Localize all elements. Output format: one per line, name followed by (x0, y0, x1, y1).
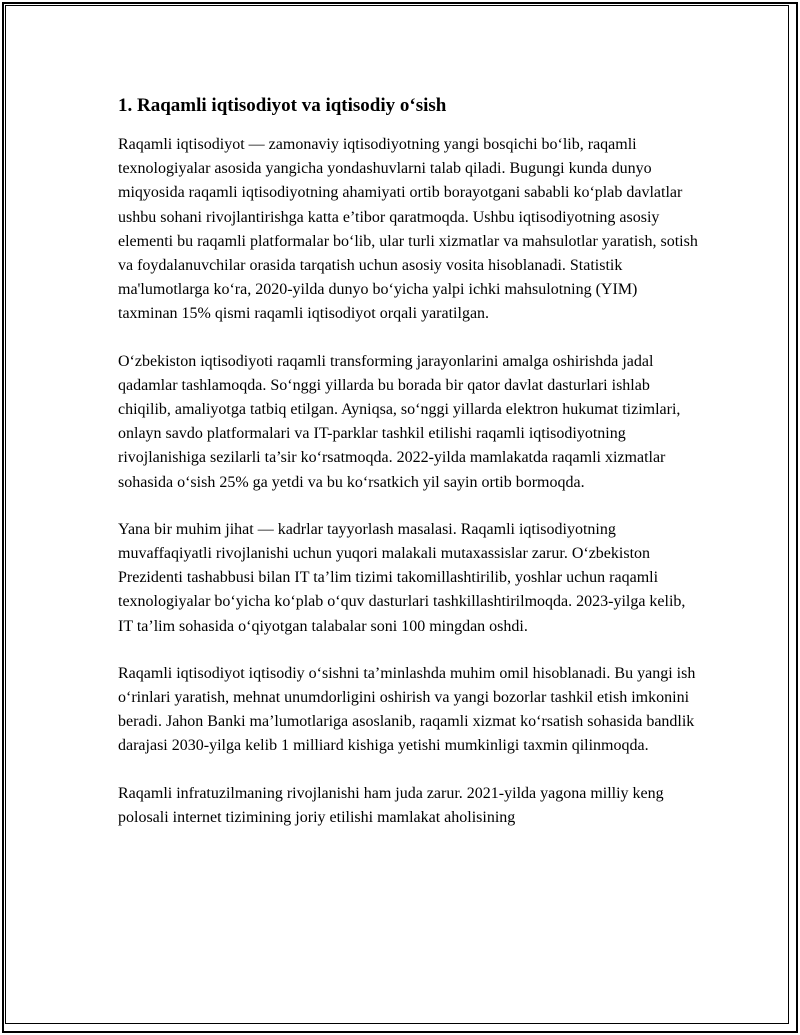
paragraph-1: Raqamli iqtisodiyot — zamonaviy iqtisodiyotning yangi bosqichi bo‘lib, raqamli texnologiyalar asosida yangicha yondashuvlarni talab qiladi. Bugungi kunda dunyo miqyosida raqamli iqtisodiyotning ahamiyati ortib borayotgani sababli ko‘plab davlatlar ushbu sohani rivojlantirishga katta e’tibor qaratmoqda. Ushbu iqtisodiyotning asosiy elementi bu raqamli platformalar bo‘lib, ular turli xizmatlar va mahsulotlar yaratish, sotish va foydalanuvchilar orasida tarqatish uchun asosiy vosita hisoblanadi. Statistik ma'lumotlarga ko‘ra, 2020-yilda dunyo bo‘yicha yalpi ichki mahsulotning (YIM) taxminan 15% qismi raqamli iqtisodiyot orqali yaratilgan. (118, 136, 698, 323)
paragraph-4: Raqamli iqtisodiyot iqtisodiy o‘sishni ta’minlashda muhim omil hisoblanadi. Bu yangi ish o‘rinlari yaratish, mehnat unumdorligini oshirish va yangi bozorlar tashkil etish imkonini beradi. Jahon Banki ma’lumotlariga asoslanib, raqamli xizmat ko‘rsatish sohasida bandlik darajasi 2030-yilga kelib 1 milliard kishiga yetishi mumkinligi taxmin qilinmoqda. (118, 664, 696, 755)
paragraph-2: O‘zbekiston iqtisodiyoti raqamli transforming jarayonlarini amalga oshirishda jadal qadamlar tashlamoqda. So‘nggi yillarda bu borada bir qator davlat dasturlari ishlab chiqilib, amaliyotga tatbiq etilgan. Ayniqsa, so‘nggi yillarda elektron hukumat tizimlari, onlayn savdo platformalari va IT-parklar tashkil etilishi raqamli iqtisodiyotning rivojlanishiga sezilarli ta’sir ko‘rsatmoqda. 2022-yilda mamlakatda raqamli xizmatlar sohasida o‘sish 25% ga yetdi va bu ko‘rsatkich yil sayin ortib bormoqda. (118, 352, 681, 491)
paragraph-5: Raqamli infratuzilmaning rivojlanishi ham juda zarur. 2021-yilda yagona milliy keng polosali internet tizimining joriy etilishi mamlakat aholisining (118, 784, 664, 826)
paragraph-3: Yana bir muhim jihat — kadrlar tayyorlash masalasi. Raqamli iqtisodiyotning muvaffaqiyatli rivojlanishi uchun yuqori malakali mutaxassislar zarur. O‘zbekiston Prezidenti tashabbusi bilan IT ta’lim tizimi takomillashtirilib, yoshlar uchun raqamli texnologiyalar bo‘yicha ko‘plab o‘quv dasturlari tashkillashtirilmoqda. 2023-yilga kelib, IT ta’lim sohasida o‘qiyotgan talabalar soni 100 mingdan oshdi. (118, 520, 686, 635)
document-body (118, 93, 698, 853)
section-heading: 1. Raqamli iqtisodiyot va iqtisodiy o‘sish (118, 95, 447, 116)
